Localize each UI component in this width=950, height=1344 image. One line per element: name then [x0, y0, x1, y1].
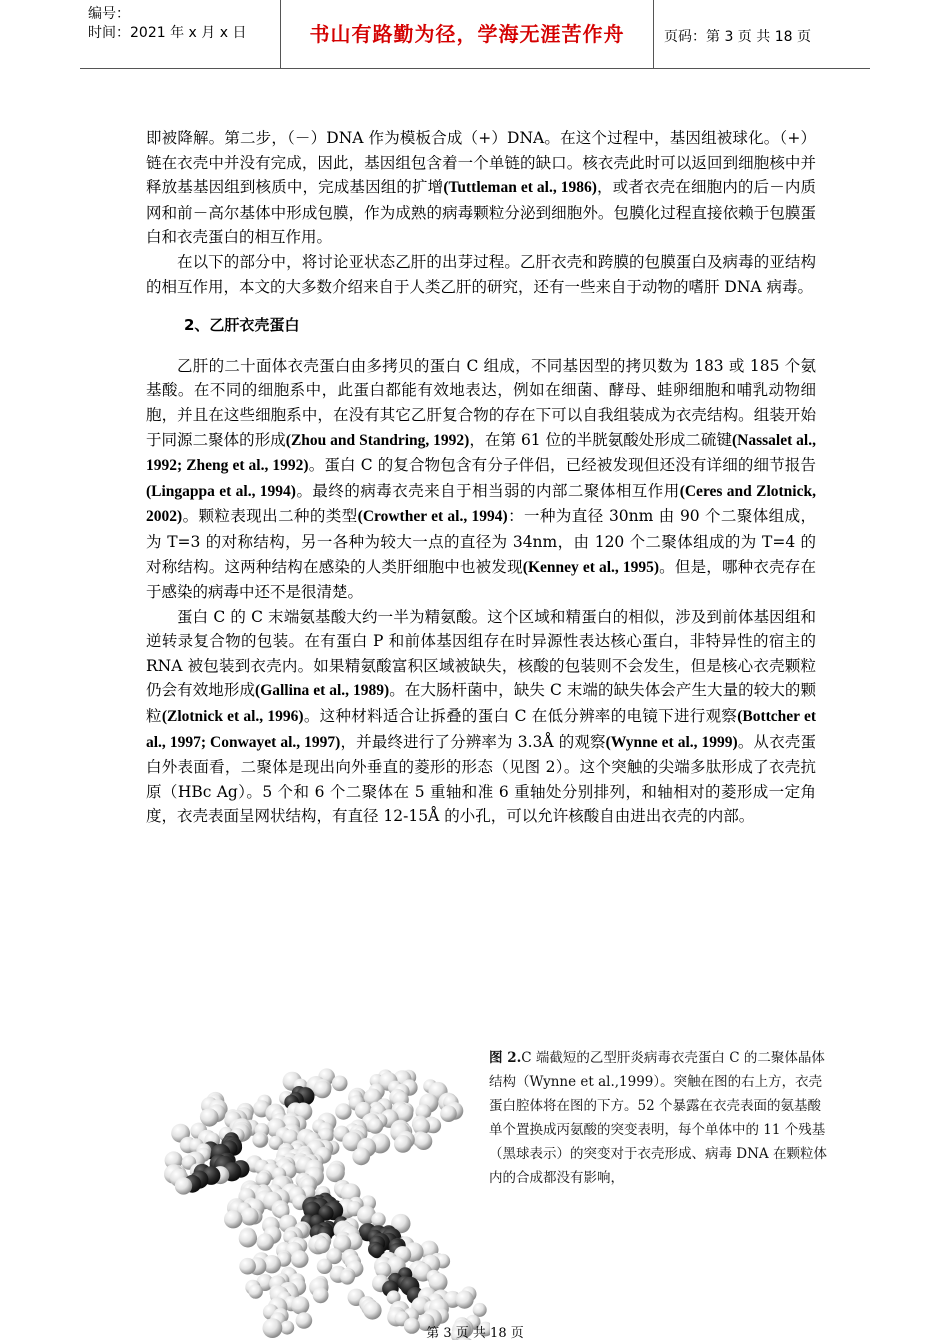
atom	[326, 1163, 345, 1182]
page-footer: 第 3 页 共 18 页	[426, 1326, 524, 1341]
atom	[239, 1229, 257, 1247]
atom	[253, 1133, 267, 1147]
atom	[368, 1118, 384, 1134]
figure-caption	[489, 1046, 829, 1190]
atom	[335, 1103, 351, 1119]
p4-b: 。在大肠杆菌中，缺失 C 末端的缺失体会产生大量的较大的颗粒	[146, 681, 816, 726]
citation: (Ceres and Zlotnick, 2002)	[146, 482, 816, 526]
p4-d: ，并最终进行了分辨率为 3.3Å 的观察	[340, 732, 606, 751]
p3-d: 。最终的病毒衣壳来自于相当弱的内部二聚体相互作用	[295, 481, 680, 500]
atom	[315, 1238, 330, 1253]
atom	[440, 1105, 457, 1122]
p4-c: 。这种材料适合让拆叠的蛋白 C 在低分辨率的电镜下进行观察	[303, 707, 738, 726]
atom	[313, 1287, 329, 1303]
p3-e: 。颗粒表现出二种的类型	[182, 507, 358, 526]
p3-b: ，在第 61 位的半胱氨酸处形成二硫键	[469, 430, 732, 449]
citation: (Kenney et al., 1995)	[522, 558, 659, 576]
time-label: 时间：2021 年 x 月 x 日	[88, 25, 247, 41]
caption-text: C 端截短的乙型肝炎病毒衣壳蛋白 C 的二聚体晶体结构（Wynne et al.,1999）。突触在图的右上方，衣壳蛋白腔体将在图的下方。52 个暴露在衣壳表面的氨基酸单个置换成丙氨酸的突变表明，每个单体中的 11 个残基（黑球表示）的突变对于衣壳形成、病毒 DNA 在颗粒体内的合成都没有影响，	[489, 1050, 827, 1186]
citation: (Zhou and Standring, 1992)	[285, 431, 470, 449]
serial-label: 编号：	[88, 6, 130, 22]
p4-a: 蛋白 C 的 C 末端氨基酸大约一半为精氨酸。这个区域和精蛋白的相似，涉及到前体基因组和逆转录复合物的包装。在有蛋白 P 和前体基因组存在时异源性表达核心蛋白，非特异性的宿主的 RNA 被包装到衣壳内。如果精氨酸富积区域被缺失，核酸的包装则不会发生，但是核心衣壳颗粒仍会有效地形成	[146, 607, 816, 700]
header-page-info: 页码：第 3 页 共 18 页	[664, 29, 811, 45]
atom	[241, 1208, 259, 1226]
p1-tail: ，或者衣壳在细胞内的后－内质网和前－高尔基体中形成包膜，作为成熟的病毒颗粒分泌到细胞外。包膜化过程直接依赖于包膜蛋白和衣壳蛋白的相互作用。	[146, 178, 816, 247]
protein-structure-figure	[150, 1040, 490, 1340]
caption-label: 图 2.	[489, 1050, 522, 1066]
atom	[352, 1147, 370, 1165]
p3-f: ：一种为直径 30nm 由 90 个二聚体组成，为 T=3 的对称结构，另一各种为较大一点的直径为 34nm，由 120 个二聚体组成的为 T=4 的对称结构。这两种结构在感染的人类肝细胞中也被发现	[146, 507, 816, 576]
citation: (Wynne et al., 1999)	[605, 733, 738, 751]
p3-a: 乙肝的二十面体衣壳蛋白由多拷贝的蛋白 C 组成，不同基因型的拷贝数为 183 或 185 个氨基酸。在不同的细胞系中，此蛋白都能有效地表达，例如在细菌、酵母、蛙卵细胞和哺乳动物细胞，并且在这些细胞系中，在没有其它乙肝复合物的存在下可以自我组装成为衣壳结构。组装开始于同源二聚体的形成	[146, 356, 816, 449]
paragraph-1	[146, 126, 816, 250]
atom	[394, 1135, 412, 1153]
atom	[340, 1270, 355, 1285]
page-header	[80, 0, 870, 69]
header-motto: 书山有路勤为径，学海无涯苦作舟	[309, 22, 625, 46]
atom	[317, 1259, 332, 1274]
atom	[239, 1258, 256, 1275]
atom	[363, 1301, 381, 1319]
atom	[456, 1291, 474, 1309]
citation: (Gallina et al., 1989)	[255, 682, 390, 700]
citation: (Bottcher et al., 1997; Conwayet al., 1997)	[146, 708, 816, 751]
paragraph-4	[146, 605, 816, 829]
atom	[314, 1081, 331, 1098]
document-body	[146, 126, 816, 829]
citation: (Nassalet al., 1992; Zheng et al., 1992)	[146, 431, 816, 475]
atom	[332, 1076, 348, 1092]
citation: (Zlotnick et al., 1996)	[161, 708, 304, 726]
paragraph-2: 在以下的部分中，将讨论亚状态乙肝的出芽过程。乙肝衣壳和跨膜的包膜蛋白及病毒的亚结构的相互作用，本文的大多数介绍来自于人类乙肝的研究，还有一些来自于动物的嗜肝 DNA 病毒。	[146, 252, 816, 296]
section-heading: 2、乙肝衣壳蛋白	[184, 316, 300, 335]
p3-c: 。蛋白 C 的复合物包含有分子伴侣，已经被发现但还没有详细的细节报告	[308, 456, 817, 475]
citation: (Crowther et al., 1994)	[357, 508, 508, 526]
atom	[473, 1303, 487, 1317]
space-filling-model-image	[150, 1040, 490, 1340]
atom	[224, 1210, 242, 1228]
atom	[257, 1233, 274, 1250]
atom	[371, 1212, 385, 1226]
paragraph-3	[146, 354, 816, 605]
p1-text: 即被降解。第二步，（－）DNA 作为模板合成（+）DNA。在这个过程中，基因组被球化。（+）链在衣壳中并没有完成，因此，基因组包含着一个单链的缺口。核衣壳此时可以返回到细胞核中并释放基基因组到核质中，完成基因组的扩增	[146, 129, 816, 197]
atom	[291, 1296, 309, 1314]
header-motto-cell	[281, 0, 654, 68]
atom	[175, 1177, 192, 1194]
p3-g: 。但是，哪种衣壳存在于感染的病毒中还不是很清楚。	[146, 557, 816, 602]
atom	[249, 1284, 263, 1298]
citation: (Tuttleman et al., 1986)	[443, 179, 597, 197]
citation: (Lingappa et al., 1994)	[146, 482, 296, 500]
header-page-cell	[654, 0, 870, 68]
header-meta-cell	[80, 0, 281, 68]
p4-e: 。从衣壳蛋白外表面看，二聚体是现出向外垂直的菱形的形态（见图 2）。这个突触的尖端多肽形成了衣壳抗原（HBc Ag）。5 个和 6 个二聚体在 5 重轴和准 6 重轴处分别排列，和轴相对的菱形成一定角度，衣壳表面呈网状结构，有直径 12-15Å 的小孔，可以允许核酸自由进出衣壳的内部。	[146, 732, 816, 826]
atom	[415, 1133, 432, 1150]
atom	[291, 1250, 309, 1268]
